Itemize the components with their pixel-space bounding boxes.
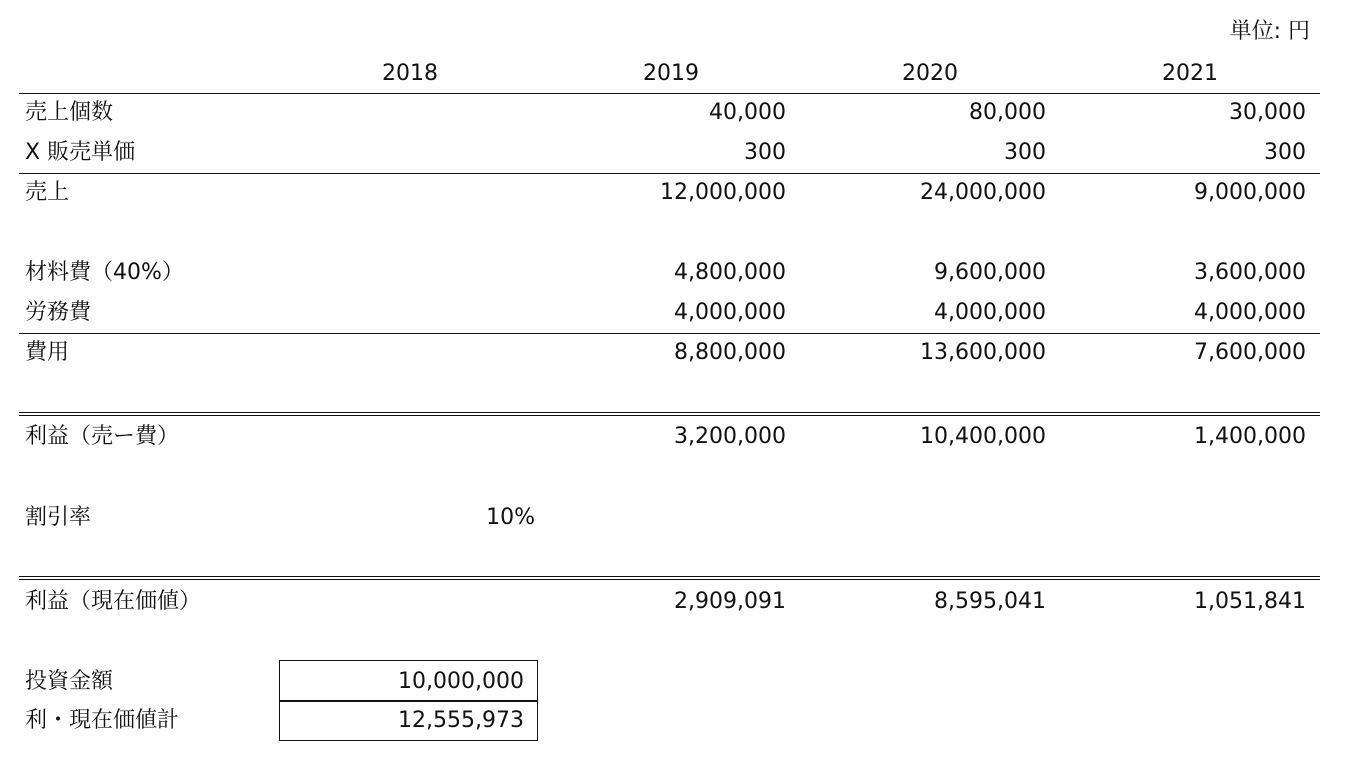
row-label-sales: 売上 bbox=[25, 180, 70, 205]
cell-unit-price-2019: 300 bbox=[744, 140, 786, 165]
investment-value: 10,000,000 bbox=[398, 669, 524, 694]
cell-sales-2021: 9,000,000 bbox=[1194, 180, 1306, 205]
row-label-discount-rate: 割引率 bbox=[25, 505, 92, 530]
sales-rule bbox=[19, 173, 1320, 174]
cell-expenses-2020: 13,600,000 bbox=[920, 340, 1046, 365]
year-header-2021: 2021 bbox=[1162, 61, 1218, 86]
expenses-rule bbox=[19, 333, 1320, 334]
cell-profit-pv-2020: 8,595,041 bbox=[934, 589, 1046, 614]
profit-double-rule bbox=[19, 412, 1320, 416]
row-label-profit-pv: 利益（現在価値） bbox=[25, 589, 202, 614]
pv-total-value: 12,555,973 bbox=[398, 708, 524, 733]
cell-profit-2020: 10,400,000 bbox=[920, 424, 1046, 449]
cell-profit-2021: 1,400,000 bbox=[1194, 424, 1306, 449]
cell-discount-rate: 10% bbox=[486, 505, 535, 530]
cell-units-sold-2020: 80,000 bbox=[969, 100, 1046, 125]
row-label-labor-cost: 労務費 bbox=[25, 300, 92, 325]
pv-total-value-cell bbox=[279, 700, 538, 741]
cell-units-sold-2021: 30,000 bbox=[1229, 100, 1306, 125]
cell-labor-cost-2019: 4,000,000 bbox=[674, 300, 786, 325]
year-header-2019: 2019 bbox=[643, 61, 699, 86]
unit-label: 単位: 円 bbox=[1229, 19, 1310, 44]
cell-unit-price-2021: 300 bbox=[1264, 140, 1306, 165]
cell-labor-cost-2020: 4,000,000 bbox=[934, 300, 1046, 325]
investment-label: 投資金額 bbox=[25, 669, 114, 694]
pv-double-rule bbox=[19, 576, 1320, 580]
row-label-material-cost: 材料費（40%） bbox=[25, 260, 184, 285]
investment-value-cell bbox=[279, 660, 538, 702]
cell-expenses-2019: 8,800,000 bbox=[674, 340, 786, 365]
cell-material-cost-2019: 4,800,000 bbox=[674, 260, 786, 285]
year-header-2020: 2020 bbox=[902, 61, 958, 86]
cell-profit-pv-2021: 1,051,841 bbox=[1194, 589, 1306, 614]
row-label-units-sold: 売上個数 bbox=[25, 100, 114, 125]
header-rule bbox=[19, 93, 1320, 94]
cell-sales-2019: 12,000,000 bbox=[660, 180, 786, 205]
row-label-unit-price: X 販売単価 bbox=[25, 140, 136, 165]
cell-material-cost-2021: 3,600,000 bbox=[1194, 260, 1306, 285]
cell-labor-cost-2021: 4,000,000 bbox=[1194, 300, 1306, 325]
year-header-2018: 2018 bbox=[382, 61, 438, 86]
cell-profit-pv-2019: 2,909,091 bbox=[674, 589, 786, 614]
cell-sales-2020: 24,000,000 bbox=[920, 180, 1046, 205]
cell-expenses-2021: 7,600,000 bbox=[1194, 340, 1306, 365]
row-label-profit: 利益（売ー費） bbox=[25, 424, 180, 449]
row-label-expenses: 費用 bbox=[25, 340, 70, 365]
cell-unit-price-2020: 300 bbox=[1004, 140, 1046, 165]
cell-material-cost-2020: 9,600,000 bbox=[934, 260, 1046, 285]
cell-units-sold-2019: 40,000 bbox=[709, 100, 786, 125]
cell-profit-2019: 3,200,000 bbox=[674, 424, 786, 449]
pv-total-label: 利・現在価値計 bbox=[25, 708, 180, 733]
